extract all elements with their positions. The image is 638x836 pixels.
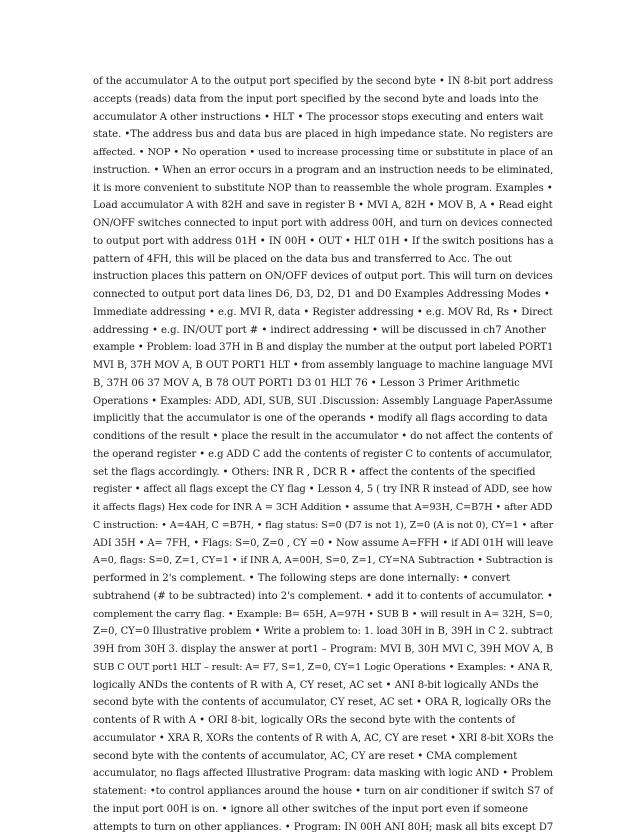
text-line-42: the input port 00H is on. • ignore all other switches of the input port even if someone xyxy=(93,801,553,819)
text-line-6: instruction. • When an error occurs in a program and an instruction needs to be eliminated, xyxy=(93,162,553,180)
text-line-3: accumulator A other instructions • HLT • The processor stops executing and enters wait xyxy=(93,109,553,127)
text-line-19: Operations • Examples: ADD, ADI, SUB, SUI .Discussion: Assembly Language PaperAssume xyxy=(93,393,553,411)
text-line-29: performed in 2's complement. • The following steps are done internally: • convert xyxy=(93,570,553,588)
text-line-38: accumulator • XRA R, XORs the contents of R with A, AC, CY are reset • XRI 8-bit XORs the xyxy=(93,730,553,748)
text-line-36: second byte with the contents of accumulator, CY reset, AC set • ORA R, logically ORs the xyxy=(93,694,553,712)
text-line-9: ON/OFF switches connected to input port with address 00H, and turn on devices connected xyxy=(93,215,553,233)
text-line-12: instruction places this pattern on ON/OFF devices of output port. This will turn on devices xyxy=(93,268,553,286)
text-line-16: example • Problem: load 37H in B and display the number at the output port labeled PORT1 xyxy=(93,339,553,357)
text-line-13: connected to output port data lines D6, D3, D2, D1 and D0 Examples Addressing Modes • xyxy=(93,286,553,304)
text-line-23: set the flags accordingly. • Others: INR R , DCR R • affect the contents of the specified xyxy=(93,464,553,482)
text-line-40: accumulator, no flags affected Illustrative Program: data masking with logic AND • Problem xyxy=(93,765,553,783)
body-text xyxy=(93,73,553,836)
text-line-21: conditions of the result • place the result in the accumulator • do not affect the contents of xyxy=(93,428,553,446)
text-line-33: 39H from 30H 3. display the answer at port1 – Program: MVI B, 30H MVI C, 39H MOV A, B xyxy=(93,641,553,659)
text-line-34: SUB C OUT port1 HLT – result: A= F7, S=1, Z=0, CY=1 Logic Operations • Examples: • ANA R, xyxy=(93,659,553,677)
text-line-14: Immediate addressing • e.g. MVI R, data • Register addressing • e.g. MOV Rd, Rs • Direct xyxy=(93,304,553,322)
text-line-4: state. •The address bus and data bus are placed in high impedance state. No registers are xyxy=(93,126,553,144)
text-line-17: MVI B, 37H MOV A, B OUT PORT1 HLT • from assembly language to machine language MVI xyxy=(93,357,553,375)
text-line-8: Load accumulator A with 82H and save in register B • MVI A, 82H • MOV B, A • Read eight xyxy=(93,197,553,215)
text-line-18: B, 37H 06 37 MOV A, B 78 OUT PORT1 D3 01 HLT 76 • Lesson 3 Primer Arithmetic xyxy=(93,375,553,393)
text-line-10: to output port with address 01H • IN 00H • OUT • HLT 01H • If the switch positions has a xyxy=(93,233,553,251)
text-line-15: addressing • e.g. IN/OUT port # • indirect addressing • will be discussed in ch7 Another xyxy=(93,322,553,340)
text-line-39: second byte with the contents of accumulator, AC, CY are reset • CMA complement xyxy=(93,748,553,766)
text-line-32: Z=0, CY=0 Illustrative problem • Write a problem to: 1. load 30H in B, 39H in C 2. subtract xyxy=(93,623,553,641)
text-line-27: ADI 35H • A= 7FH, • Flags: S=0, Z=0 , CY =0 • Now assume A=FFH • if ADI 01H will leave xyxy=(93,535,553,553)
text-line-31: complement the carry flag. • Example: B= 65H, A=97H • SUB B • will result in A= 32H, S=0, xyxy=(93,606,553,624)
text-line-2: accepts (reads) data from the input port specified by the second byte and loads into the xyxy=(93,91,553,109)
text-line-37: contents of R with A • ORI 8-bit, logically ORs the second byte with the contents of xyxy=(93,712,553,730)
text-line-11: pattern of 4FH, this will be placed on the data bus and transferred to Acc. The out xyxy=(93,251,553,269)
text-line-43: attempts to turn on other appliances. • Program: IN 00H ANI 80H; mask all bits except D7 xyxy=(93,819,553,836)
text-line-24: register • affect all flags except the CY flag • Lesson 4, 5 ( try INR R instead of ADD, see how xyxy=(93,481,553,499)
text-line-5: affected. • NOP • No operation • used to increase processing time or substitute in place of an xyxy=(93,144,553,162)
text-line-35: logically ANDs the contents of R with A, CY reset, AC set • ANI 8-bit logically ANDs the xyxy=(93,677,553,695)
text-line-41: statement: •to control appliances around the house • turn on air conditioner if switch S7 of xyxy=(93,783,553,801)
text-line-7: it is more convenient to substitute NOP than to reassemble the whole program. Examples • xyxy=(93,180,553,198)
text-line-22: the operand register • e.g ADD C add the contents of register C to contents of accumulator, xyxy=(93,446,553,464)
text-line-1: of the accumulator A to the output port specified by the second byte • IN 8-bit port address xyxy=(93,73,553,91)
text-line-26: C instruction: • A=4AH, C =B7H, • flag status: S=0 (D7 is not 1), Z=0 (A is not 0), CY=1 • after xyxy=(93,517,553,535)
text-line-30: subtrahend (# to be subtracted) into 2's complement. • add it to contents of accumulator. • xyxy=(93,588,553,606)
text-line-25: it affects flags) Hex code for INR A = 3CH Addition • assume that A=93H, C=B7H • after ADD xyxy=(93,499,553,517)
text-line-28: A=0, flags: S=0, Z=1, CY=1 • if INR A, A=00H, S=0, Z=1, CY=NA Subtraction • Subtraction is xyxy=(93,552,553,570)
text-line-20: implicitly that the accumulator is one of the operands • modify all flags according to data xyxy=(93,410,553,428)
